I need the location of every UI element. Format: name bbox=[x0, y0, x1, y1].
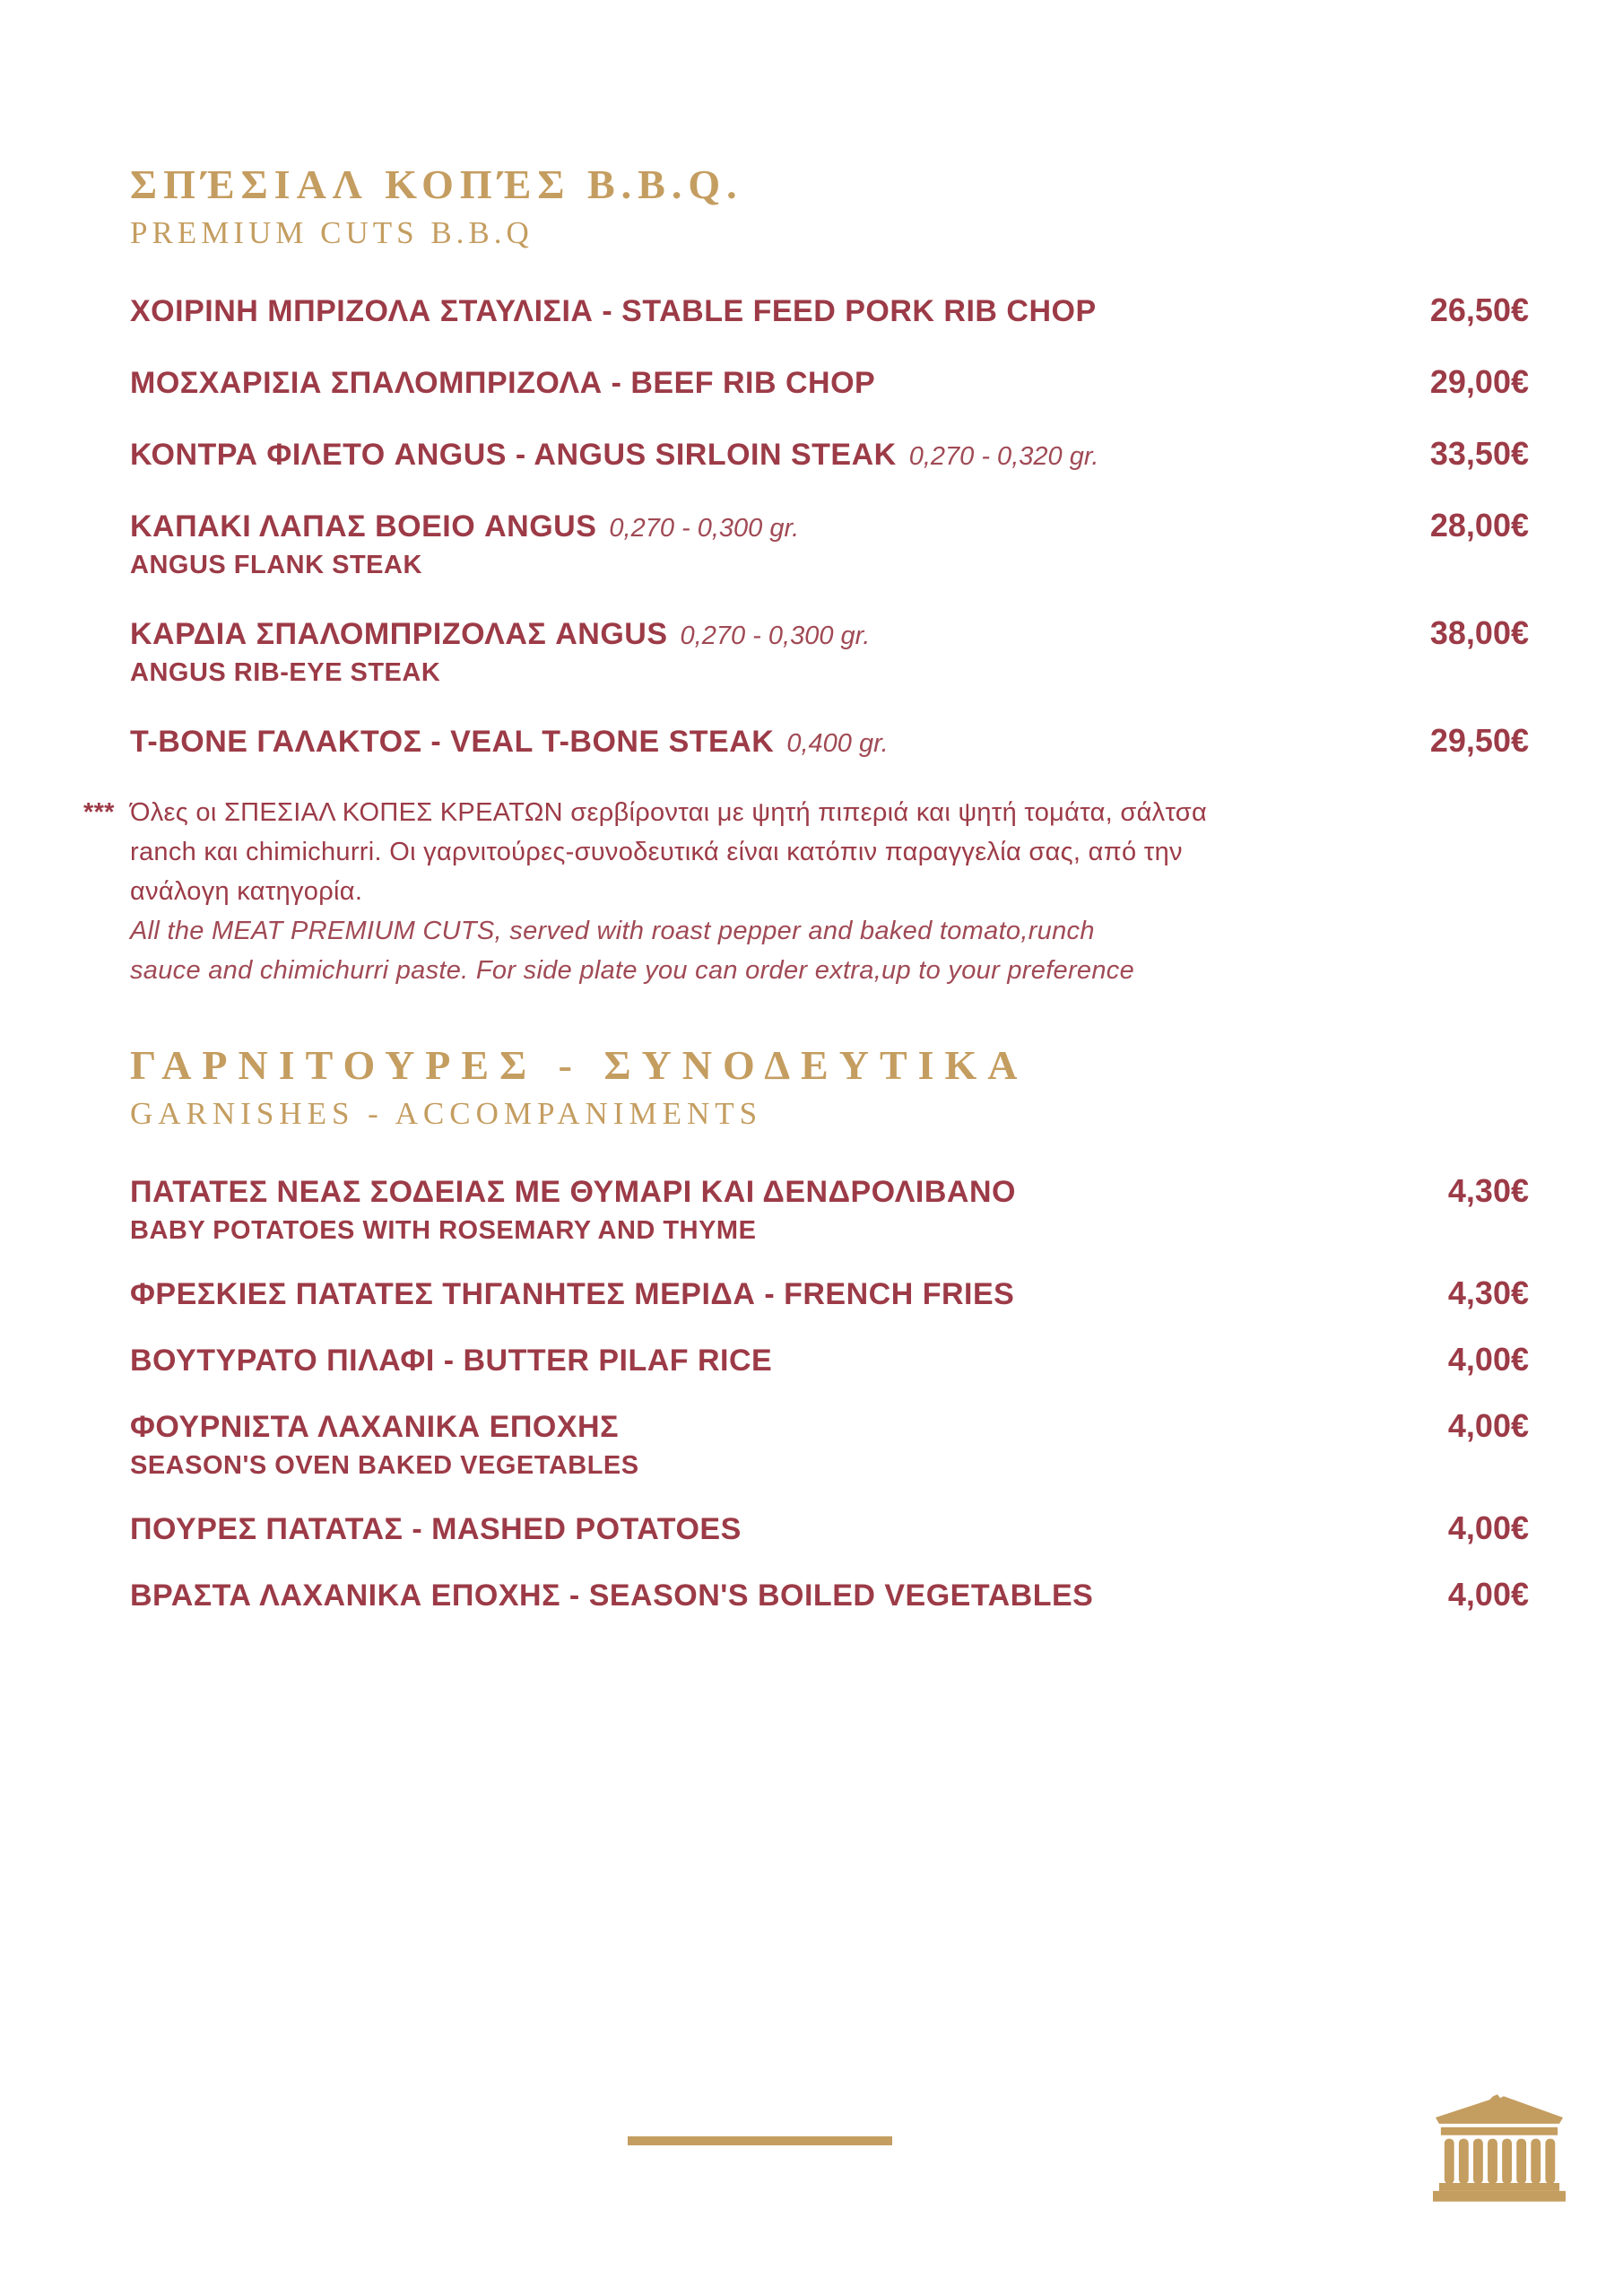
menu-item bbox=[130, 434, 1529, 475]
item-subname: ANGUS FLANK STEAK bbox=[130, 551, 422, 579]
section-subtitle: GARNISHES - ACCOMPANIMENTS bbox=[130, 1096, 763, 1131]
item-price: 4,00€ bbox=[1447, 1576, 1529, 1613]
item-name: ΚΟΝΤΡΑ ΦΙΛΕΤΟ ANGUS - ANGUS SIRLOIN STEAK bbox=[130, 438, 897, 472]
item-subname: SEASON'S OVEN BAKED VEGETABLES bbox=[130, 1451, 639, 1480]
menu-item bbox=[130, 362, 1529, 404]
item-price: 4,00€ bbox=[1447, 1341, 1529, 1378]
section-title: ΓΑΡΝΙΤΟΥΡΕΣ - ΣΥΝΟΔΕΥΤΙΚΑ bbox=[130, 1042, 1028, 1088]
section-premium-cuts-bbq bbox=[83, 161, 1529, 990]
menu-item bbox=[130, 1406, 1529, 1483]
item-list bbox=[130, 291, 1529, 762]
item-price: 4,00€ bbox=[1447, 1509, 1529, 1546]
item-name: ΚΑΡΔΙΑ ΣΠΑΛΟΜΠΡΙΖΟΛΑΣ ANGUS bbox=[130, 617, 668, 651]
item-price: 4,00€ bbox=[1447, 1407, 1529, 1444]
note-english-line: sauce and chimichurri paste. For side plate you can order extra,up to your preference bbox=[130, 956, 1135, 985]
item-subname: ANGUS RIB-EYE STEAK bbox=[130, 658, 441, 687]
serving-note bbox=[83, 793, 1529, 990]
item-name: ΧΟΙΡΙΝΗ ΜΠΡΙΖΟΛΑ ΣΤΑΥΛΙΣΙΑ - STABLE FEED PORK RIB CHOP bbox=[130, 294, 1097, 328]
parthenon-temple-icon bbox=[1433, 2092, 1566, 2204]
item-price: 29,00€ bbox=[1429, 363, 1529, 400]
item-price: 33,50€ bbox=[1429, 435, 1529, 472]
note-greek-line: ανάλογη κατηγορία. bbox=[130, 877, 363, 906]
item-name: T-BONE ΓΑΛΑΚΤΟΣ - VEAL T-BONE STEAK bbox=[130, 725, 775, 759]
item-weight: 0,270 - 0,300 gr. bbox=[609, 514, 800, 543]
item-weight: 0,270 - 0,300 gr. bbox=[680, 622, 871, 650]
item-price: 4,30€ bbox=[1447, 1274, 1529, 1311]
menu-item bbox=[130, 1575, 1529, 1616]
menu-item bbox=[130, 291, 1529, 332]
menu-item bbox=[130, 1509, 1529, 1550]
menu-item bbox=[130, 613, 1529, 691]
item-name: ΒΡΑΣΤΑ ΛΑΧΑΝΙΚΑ ΕΠΟΧΗΣ - SEASON'S BOILED VEGETABLES bbox=[130, 1578, 1094, 1613]
item-name: ΚΑΠΑΚΙ ΛΑΠΑΣ ΒΟΕΙΟ ANGUS bbox=[130, 509, 597, 544]
menu-item bbox=[130, 721, 1529, 762]
note-greek-line: ranch και chimichurri. Οι γαρνιτούρες-συνοδευτικά είναι κατόπιν παραγγελία σας, από την bbox=[130, 838, 1183, 866]
item-name: ΒΟΥΤΥΡΑΤΟ ΠΙΛΑΦΙ - BUTTER PILAF RICE bbox=[130, 1344, 773, 1378]
item-weight: 0,400 gr. bbox=[786, 729, 889, 758]
item-price: 4,30€ bbox=[1447, 1172, 1529, 1209]
item-price: 28,00€ bbox=[1429, 507, 1529, 544]
menu-item bbox=[130, 1340, 1529, 1381]
asterisk-marker: *** bbox=[83, 798, 115, 827]
item-name: ΦΡΕΣΚΙΕΣ ΠΑΤΑΤΕΣ ΤΗΓΑΝΗΤΕΣ ΜΕΡΙΔΑ - FRENCH FRIES bbox=[130, 1277, 1015, 1311]
item-name: ΦΟΥΡΝΙΣΤΑ ΛΑΧΑΝΙΚΑ ΕΠΟΧΗΣ bbox=[130, 1410, 619, 1444]
item-name: ΠΑΤΑΤΕΣ ΝΕΑΣ ΣΟΔΕΙΑΣ ΜΕ ΘΥΜΑΡΙ ΚΑΙ ΔΕΝΔΡΟΛΙΒΑΝΟ bbox=[130, 1175, 1016, 1209]
section-title: ΣΠΈΣΙΑΛ ΚΟΠΈΣ B.B.Q. bbox=[130, 161, 743, 207]
item-name: ΠΟΥΡΕΣ ΠΑΤΑΤΑΣ - MASHED POTATOES bbox=[130, 1512, 742, 1546]
item-price: 26,50€ bbox=[1429, 291, 1529, 328]
menu-item bbox=[130, 506, 1529, 583]
item-price: 38,00€ bbox=[1429, 614, 1529, 651]
note-english-line: All the MEAT PREMIUM CUTS, served with roast pepper and baked tomato,runch bbox=[130, 917, 1095, 945]
menu-item bbox=[130, 1274, 1529, 1315]
item-name: ΜΟΣΧΑΡΙΣΙΑ ΣΠΑΛΟΜΠΡΙΖΟΛΑ - BEEF RIB CHOP bbox=[130, 366, 876, 400]
item-weight: 0,270 - 0,320 gr. bbox=[908, 442, 1099, 471]
item-price: 29,50€ bbox=[1429, 722, 1529, 759]
item-subname: BABY POTATOES WITH ROSEMARY AND THYME bbox=[130, 1216, 757, 1245]
menu-item bbox=[130, 1171, 1529, 1248]
item-list bbox=[130, 1171, 1529, 1616]
section-subtitle: PREMIUM CUTS B.B.Q bbox=[130, 215, 534, 250]
note-greek-line: Όλες οι ΣΠΕΣΙΑΛ ΚΟΠΕΣ ΚΡΕΑΤΩΝ σερβίρονται με ψητή πιπεριά και ψητή τομάτα, σάλτσα bbox=[130, 798, 1208, 827]
gold-divider-bar bbox=[628, 2136, 892, 2145]
menu-content bbox=[83, 161, 1529, 1641]
section-garnishes bbox=[130, 1042, 1529, 1616]
